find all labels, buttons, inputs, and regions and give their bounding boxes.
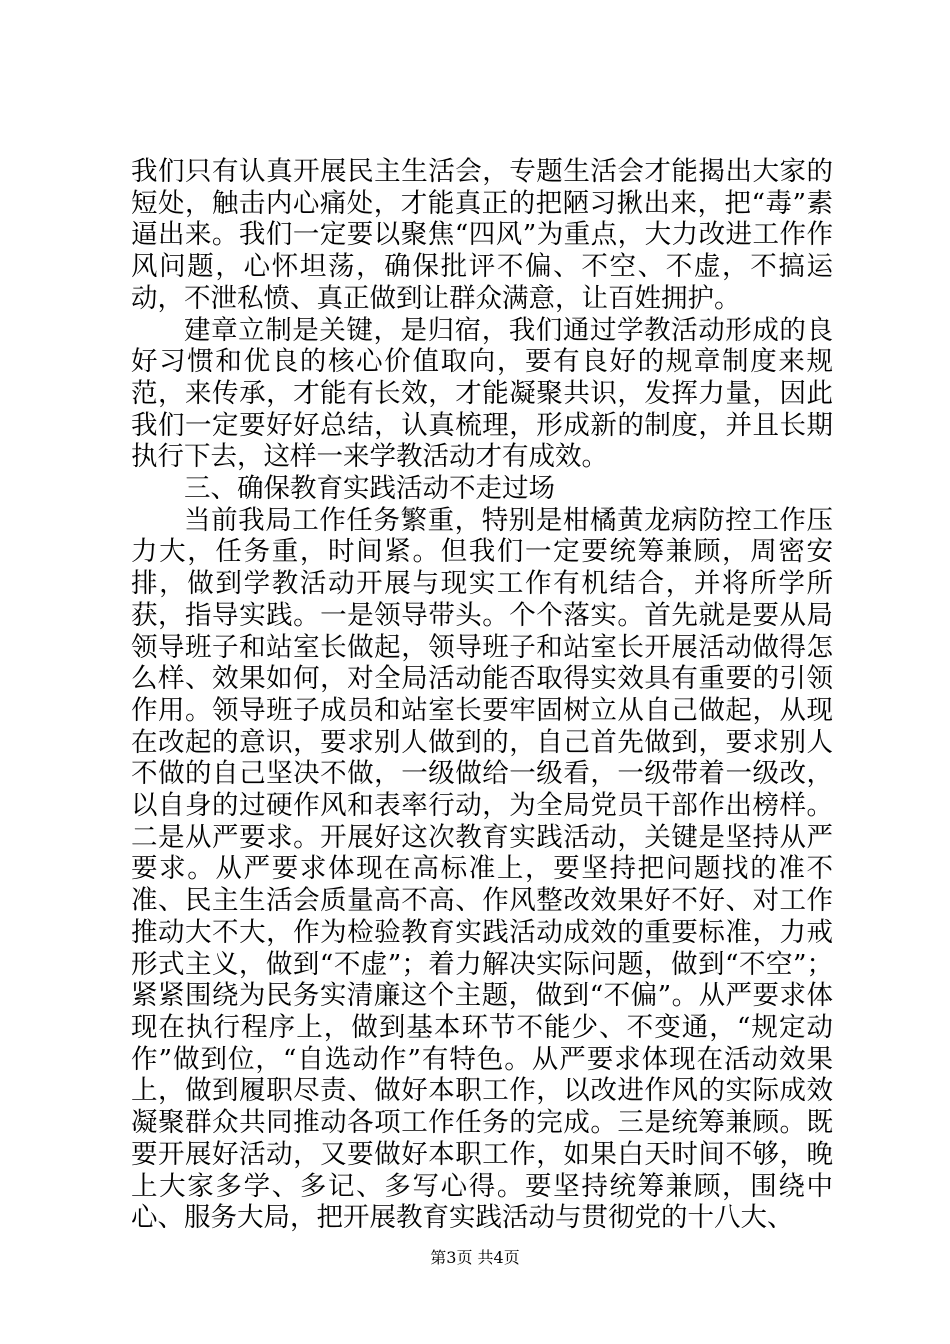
document-body	[131, 156, 833, 1234]
paragraph-1: 我们只有认真开展民主生活会，专题生活会才能揭出大家的短处，触击内心痛处，才能真正的把陋习揪出来，把“毒”素逼出来。我们一定要以聚焦“四风”为重点，大力改进工作作风问题，心怀坦荡，确保批评不偏、不空、不虚，不搞运动，不泄私愤、真正做到让群众满意，让百姓拥护。	[131, 156, 833, 314]
page-footer: 第3页 共4页	[430, 1248, 520, 1267]
section-heading: 三、确保教育实践活动不走过场	[184, 473, 555, 505]
paragraph-3: 当前我局工作任务繁重，特别是柑橘黄龙病防控工作压力大，任务重，时间紧。但我们一定要统筹兼顾，周密安排，做到学教活动开展与现实工作有机结合，并将所学所获，指导实践。一是领导带头。个个落实。首先就是要从局领导班子和站室长做起，领导班子和站室长开展活动做得怎么样、效果如何，对全局活动能否取得实效具有重要的引领作用。领导班子成员和站室长要牢固树立从自己做起，从现在改起的意识，要求别人做到的，自己首先做到，要求别人不做的自己坚决不做，一级做给一级看，一级带着一级改，以自身的过硬作风和表率行动，为全局党员干部作出榜样。二是从严要求。开展好这次教育实践活动，关键是坚持从严要求。从严要求体现在高标准上，要坚持把问题找的准不准、民主生活会质量高不高、作风整改效果好不好、对工作推动大不大，作为检验教育实践活动成效的重要标准，力戒形式主义，做到“不虚”；着力解决实际问题，做到“不空”；紧紧围绕为民务实清廉这个主题，做到“不偏”。从严要求体现在执行程序上，做到基本环节不能少、不变通，“规定动作”做到位，“自选动作”有特色。从严要求体现在活动效果上，做到履职尽责、做好本职工作，以改进作风的实际成效凝聚群众共同推动各项工作任务的完成。三是统筹兼顾。既要开展好活动，又要做好本职工作，如果白天时间不够，晚上大家多学、多记、多写心得。要坚持统筹兼顾，围绕中心、服务大局，把开展教育实践活动与贯彻党的十八大、	[131, 504, 833, 1234]
paragraph-2: 建章立制是关键，是归宿，我们通过学教活动形成的良好习惯和优良的核心价值取向，要有良好的规章制度来规范，来传承，才能有长效，才能凝聚共识，发挥力量，因此我们一定要好好总结，认真梳理，形成新的制度，并且长期执行下去，这样一来学教活动才有成效。	[131, 314, 833, 473]
